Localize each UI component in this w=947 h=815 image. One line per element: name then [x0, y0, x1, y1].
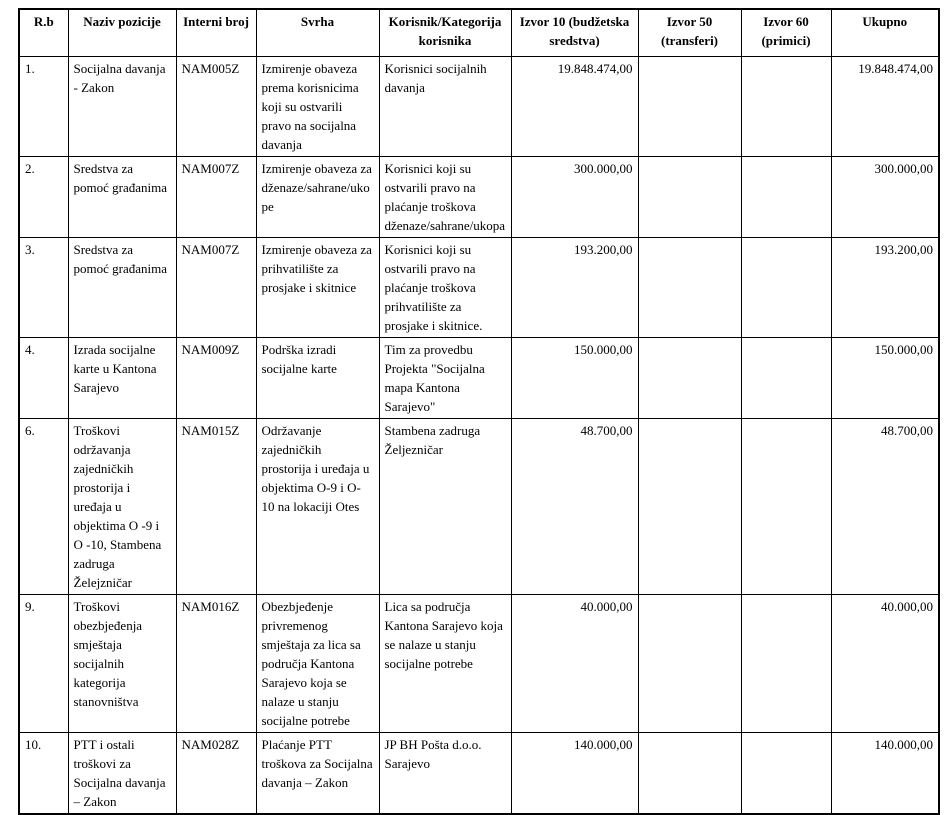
column-header-ukupno: Ukupno: [831, 9, 939, 57]
table-row: [19, 595, 939, 733]
cell-ukupno: 40.000,00: [831, 595, 939, 733]
cell-korisnik: Stambena zadruga Željezničar: [379, 419, 511, 595]
cell-izvor-50: [638, 157, 741, 238]
cell-izvor-10: 40.000,00: [511, 595, 638, 733]
cell-izvor-50: [638, 57, 741, 157]
column-header-izvor-60: Izvor 60 (primici): [741, 9, 831, 57]
document-page: [0, 8, 947, 809]
cell-rb: 9.: [19, 595, 68, 733]
cell-naziv: PTT i ostali troškovi za Socijalna davanja – Zakon: [68, 733, 176, 815]
cell-izvor-60: [741, 595, 831, 733]
cell-rb: 2.: [19, 157, 68, 238]
cell-naziv: Izrada socijalne karte u Kantona Sarajevo: [68, 338, 176, 419]
cell-rb: 1.: [19, 57, 68, 157]
table-body: [19, 57, 939, 815]
cell-korisnik: JP BH Pošta d.o.o. Sarajevo: [379, 733, 511, 815]
column-header-korisnik: Korisnik/Kategorija korisnika: [379, 9, 511, 57]
table-row: [19, 157, 939, 238]
column-header-interni-broj: Interni broj: [176, 9, 256, 57]
cell-izvor-60: [741, 238, 831, 338]
cell-izvor-50: [638, 338, 741, 419]
cell-izvor-60: [741, 419, 831, 595]
cell-interni-broj: NAM016Z: [176, 595, 256, 733]
cell-ukupno: 19.848.474,00: [831, 57, 939, 157]
cell-svrha: Obezbjeđenje privremenog smještaja za lica sa područja Kantona Sarajevo koja se nalaze u stanju socijalne potrebe: [256, 595, 379, 733]
table-row: [19, 238, 939, 338]
cell-izvor-10: 150.000,00: [511, 338, 638, 419]
cell-svrha: Izmirenje obaveza za prihvatilište za prosjake i skitnice: [256, 238, 379, 338]
cell-rb: 10.: [19, 733, 68, 815]
cell-naziv: Socijalna davanja - Zakon: [68, 57, 176, 157]
cell-korisnik: Lica sa područja Kantona Sarajevo koja se nalaze u stanju socijalne potrebe: [379, 595, 511, 733]
cell-ukupno: 150.000,00: [831, 338, 939, 419]
cell-svrha: Podrška izradi socijalne karte: [256, 338, 379, 419]
cell-korisnik: Tim za provedbu Projekta "Socijalna mapa Kantona Sarajevo": [379, 338, 511, 419]
cell-ukupno: 193.200,00: [831, 238, 939, 338]
cell-naziv: Sredstva za pomoć građanima: [68, 157, 176, 238]
column-header-rb: R.b: [19, 9, 68, 57]
cell-ukupno: 48.700,00: [831, 419, 939, 595]
cell-interni-broj: NAM015Z: [176, 419, 256, 595]
cell-izvor-60: [741, 338, 831, 419]
cell-izvor-50: [638, 238, 741, 338]
table-header-row: [19, 9, 939, 57]
table-row: [19, 57, 939, 157]
cell-korisnik: Korisnici koji su ostvarili pravo na plaćanje troškova dženaze/sahrane/ukopa: [379, 157, 511, 238]
column-header-izvor-50: Izvor 50 (transferi): [638, 9, 741, 57]
cell-korisnik: Korisnici koji su ostvarili pravo na plaćanje troškova prihvatilište za prosjake i skitnice.: [379, 238, 511, 338]
cell-izvor-10: 19.848.474,00: [511, 57, 638, 157]
cell-izvor-50: [638, 595, 741, 733]
cell-interni-broj: NAM005Z: [176, 57, 256, 157]
column-header-naziv-pozicije: Naziv pozicije: [68, 9, 176, 57]
cell-interni-broj: NAM009Z: [176, 338, 256, 419]
cell-izvor-50: [638, 733, 741, 815]
cell-svrha: Izmirenje obaveza prema korisnicima koji su ostvarili pravo na socijalna davanja: [256, 57, 379, 157]
cell-interni-broj: NAM007Z: [176, 238, 256, 338]
cell-izvor-60: [741, 733, 831, 815]
column-header-svrha: Svrha: [256, 9, 379, 57]
cell-naziv: Sredstva za pomoć građanima: [68, 238, 176, 338]
cell-rb: 4.: [19, 338, 68, 419]
cell-ukupno: 140.000,00: [831, 733, 939, 815]
table-row: [19, 419, 939, 595]
column-header-izvor-10: Izvor 10 (budžetska sredstva): [511, 9, 638, 57]
cell-svrha: Plaćanje PTT troškova za Socijalna davanja – Zakon: [256, 733, 379, 815]
cell-korisnik: Korisnici socijalnih davanja: [379, 57, 511, 157]
cell-izvor-10: 48.700,00: [511, 419, 638, 595]
cell-interni-broj: NAM007Z: [176, 157, 256, 238]
cell-naziv: Troškovi obezbjeđenja smještaja socijalnih kategorija stanovništva: [68, 595, 176, 733]
cell-interni-broj: NAM028Z: [176, 733, 256, 815]
cell-rb: 3.: [19, 238, 68, 338]
cell-izvor-10: 140.000,00: [511, 733, 638, 815]
cell-izvor-50: [638, 419, 741, 595]
cell-naziv: Troškovi održavanja zajedničkih prostorija i uređaja u objektima O -9 i O -10, Stambena zadruga Želejzničar: [68, 419, 176, 595]
cell-izvor-60: [741, 57, 831, 157]
table-row: [19, 338, 939, 419]
table-row: [19, 733, 939, 815]
cell-izvor-60: [741, 157, 831, 238]
cell-svrha: Izmirenje obaveza za dženaze/sahrane/ukope: [256, 157, 379, 238]
cell-izvor-10: 193.200,00: [511, 238, 638, 338]
cell-ukupno: 300.000,00: [831, 157, 939, 238]
cell-svrha: Održavanje zajedničkih prostorija i uređaja u objektima O-9 i O-10 na lokaciji Otes: [256, 419, 379, 595]
budget-positions-table: [18, 8, 940, 815]
cell-rb: 6.: [19, 419, 68, 595]
cell-izvor-10: 300.000,00: [511, 157, 638, 238]
